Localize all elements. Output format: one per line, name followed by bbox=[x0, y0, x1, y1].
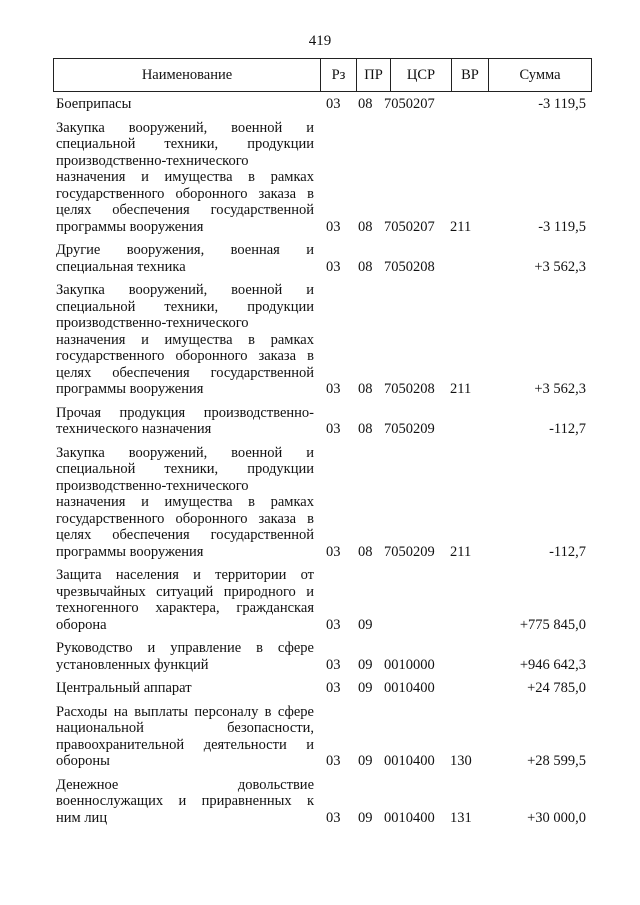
row-pr: 09 bbox=[358, 616, 373, 633]
table-row bbox=[56, 704, 586, 770]
row-name-line: государственного оборонного заказа в bbox=[56, 510, 314, 527]
row-name-line: программы вооружения bbox=[56, 381, 204, 397]
row-sum: +28 599,5 bbox=[527, 753, 586, 769]
row-csr: 0010400 bbox=[384, 680, 435, 696]
column-header-pr: ПР bbox=[357, 59, 391, 91]
row-sum: -3 119,5 bbox=[538, 218, 586, 235]
row-name-line: Расходы на выплаты персоналу в сфере bbox=[56, 703, 314, 720]
row-pr: 09 bbox=[358, 809, 373, 826]
row-name-line: назначения и имущества в рамках bbox=[56, 494, 314, 510]
table-row bbox=[56, 567, 586, 633]
table-header bbox=[53, 58, 592, 92]
row-name-line: национальной безопасности, bbox=[56, 720, 314, 736]
row-rz: 03 bbox=[326, 381, 341, 397]
row-csr: 0010400 bbox=[384, 753, 435, 769]
row-pr: 08 bbox=[358, 381, 373, 397]
row-rz: 03 bbox=[326, 218, 341, 235]
row-name-line: производственно-технического bbox=[56, 477, 249, 494]
row-csr: 7050209 bbox=[384, 543, 435, 560]
row-sum: +3 562,3 bbox=[534, 381, 586, 397]
row-name bbox=[56, 704, 314, 770]
column-header-sum: Сумма bbox=[519, 66, 561, 83]
row-name-line: обороны bbox=[56, 753, 110, 769]
table-row bbox=[56, 640, 586, 673]
row-sum: +24 785,0 bbox=[527, 680, 586, 696]
row-name-line: ним лиц bbox=[56, 809, 108, 826]
row-name-line: техногенного характера, гражданская bbox=[56, 600, 314, 616]
row-rz: 03 bbox=[326, 656, 341, 673]
row-pr: 09 bbox=[358, 656, 373, 673]
row-vr: 131 bbox=[450, 809, 472, 826]
row-name-line: специальной техники, продукции bbox=[56, 136, 314, 152]
row-pr: 09 bbox=[358, 680, 373, 696]
row-name-line: чрезвычайных ситуаций природного и bbox=[56, 583, 314, 600]
column-header-vr: ВР bbox=[452, 59, 489, 91]
row-rz: 03 bbox=[326, 421, 341, 437]
row-name-line: Закупка вооружений, военной и bbox=[56, 119, 314, 136]
row-name bbox=[56, 282, 314, 398]
row-sum: -3 119,5 bbox=[538, 96, 586, 112]
row-name-line: правоохранительной деятельности и bbox=[56, 736, 314, 753]
row-csr: 7050207 bbox=[384, 218, 435, 235]
table-row bbox=[56, 120, 586, 236]
row-name bbox=[56, 242, 314, 275]
row-rz: 03 bbox=[326, 753, 341, 769]
row-name-line: военнослужащих и приравненных к bbox=[56, 793, 314, 809]
row-name-line: программы вооружения bbox=[56, 218, 204, 235]
table-body bbox=[56, 96, 586, 833]
row-csr: 0010400 bbox=[384, 809, 435, 826]
row-vr: 211 bbox=[450, 381, 472, 397]
row-pr: 08 bbox=[358, 258, 373, 275]
row-name-line: государственного оборонного заказа в bbox=[56, 348, 314, 364]
table-row bbox=[56, 242, 586, 275]
row-sum: +3 562,3 bbox=[534, 258, 586, 275]
row-name-line: Защита населения и территории от bbox=[56, 567, 314, 583]
row-pr: 08 bbox=[358, 96, 373, 112]
row-csr: 7050209 bbox=[384, 421, 435, 437]
row-csr: 0010000 bbox=[384, 656, 435, 673]
column-header-csr: ЦСР bbox=[391, 59, 452, 91]
table-row bbox=[56, 445, 586, 561]
row-sum: -112,7 bbox=[549, 421, 586, 437]
row-name bbox=[56, 405, 314, 438]
row-name-line: установленных функций bbox=[56, 656, 209, 673]
row-vr: 211 bbox=[450, 218, 472, 235]
row-name-line: Денежное довольствие bbox=[56, 776, 314, 793]
row-pr: 08 bbox=[358, 543, 373, 560]
row-name-line: специальная техника bbox=[56, 258, 186, 275]
row-name-line: Прочая продукция производственно- bbox=[56, 404, 314, 421]
table-row bbox=[56, 96, 586, 113]
row-name-line: производственно-технического bbox=[56, 315, 249, 331]
row-pr: 09 bbox=[358, 753, 373, 769]
row-vr: 130 bbox=[450, 753, 472, 769]
table-row bbox=[56, 282, 586, 398]
row-name-line: Центральный аппарат bbox=[56, 680, 192, 696]
row-name-line: Закупка вооружений, военной и bbox=[56, 282, 314, 298]
table-row bbox=[56, 680, 586, 697]
row-name bbox=[56, 567, 314, 633]
row-rz: 03 bbox=[326, 680, 341, 696]
row-name bbox=[56, 640, 314, 673]
row-name-line: Закупка вооружений, военной и bbox=[56, 444, 314, 461]
row-rz: 03 bbox=[326, 543, 341, 560]
row-rz: 03 bbox=[326, 96, 341, 112]
row-rz: 03 bbox=[326, 809, 341, 826]
row-name bbox=[56, 777, 314, 827]
row-sum: -112,7 bbox=[549, 543, 586, 560]
row-name-line: программы вооружения bbox=[56, 543, 204, 560]
row-name-line: назначения и имущества в рамках bbox=[56, 169, 314, 185]
row-name-line: государственного оборонного заказа в bbox=[56, 185, 314, 202]
row-name-line: оборона bbox=[56, 616, 107, 633]
row-name-line: Другие вооружения, военная и bbox=[56, 242, 314, 258]
row-sum: +946 642,3 bbox=[519, 656, 586, 673]
row-rz: 03 bbox=[326, 616, 341, 633]
table-row bbox=[56, 405, 586, 438]
row-name bbox=[56, 445, 314, 561]
row-csr: 7050208 bbox=[384, 381, 435, 397]
row-name-line: целях обеспечения государственной bbox=[56, 202, 314, 218]
row-name bbox=[56, 120, 314, 236]
row-name-line: специальной техники, продукции bbox=[56, 461, 314, 477]
row-name-line: технического назначения bbox=[56, 421, 212, 437]
row-name-line: специальной техники, продукции bbox=[56, 298, 314, 315]
row-name-line: Боеприпасы bbox=[56, 96, 132, 112]
row-name-line: целях обеспечения государственной bbox=[56, 527, 314, 543]
row-pr: 08 bbox=[358, 218, 373, 235]
row-vr: 211 bbox=[450, 543, 472, 560]
column-header-name: Наименование bbox=[54, 59, 321, 91]
row-name-line: целях обеспечения государственной bbox=[56, 364, 314, 381]
row-rz: 03 bbox=[326, 258, 341, 275]
row-name-line: Руководство и управление в сфере bbox=[56, 640, 314, 656]
table-row bbox=[56, 777, 586, 827]
row-name-line: производственно-технического bbox=[56, 152, 249, 169]
column-header-rz: Рз bbox=[321, 59, 357, 91]
row-sum: +775 845,0 bbox=[519, 616, 586, 633]
row-csr: 7050207 bbox=[384, 96, 435, 112]
row-pr: 08 bbox=[358, 421, 373, 437]
row-csr: 7050208 bbox=[384, 258, 435, 275]
row-name bbox=[56, 680, 314, 697]
row-sum: +30 000,0 bbox=[527, 809, 586, 826]
page-number: 419 bbox=[308, 33, 332, 49]
row-name-line: назначения и имущества в рамках bbox=[56, 331, 314, 348]
row-name bbox=[56, 96, 314, 113]
